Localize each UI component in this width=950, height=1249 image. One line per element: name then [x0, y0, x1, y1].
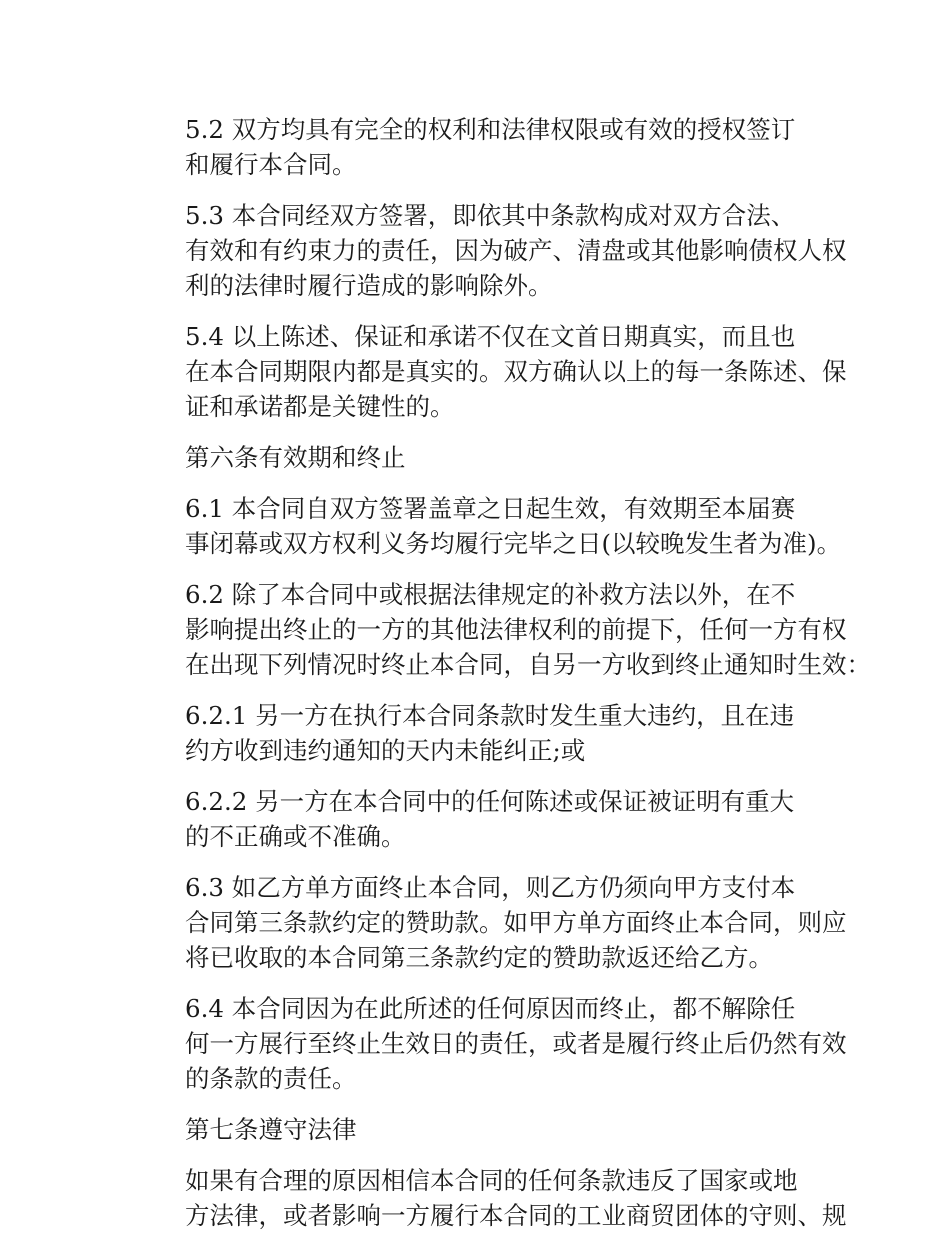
clause-6-2-2	[140, 784, 830, 854]
text-line: 有效和有约束力的责任，因为破产、清盘或其他影响债权人权	[185, 236, 847, 265]
clause-5-3	[140, 198, 847, 303]
text-line: 5.2 双方均具有完全的权利和法律权限或有效的授权签订	[185, 115, 796, 144]
text-line: 合同第三条款约定的赞助款。如甲方单方面终止本合同，则应	[185, 908, 847, 937]
text-line: 6.3 如乙方单方面终止本合同，则乙方仍须向甲方支付本	[185, 873, 796, 902]
section-heading: 第七条遵守法律	[185, 1115, 357, 1144]
text-line: 5.4 以上陈述、保证和承诺不仅在文首日期真实，而且也	[185, 322, 796, 351]
article-7-heading	[140, 1112, 830, 1147]
text-line: 如果有合理的原因相信本合同的任何条款违反了国家或地	[185, 1166, 798, 1195]
text-line: 事闭幕或双方权利义务均履行完毕之日(以较晚发生者为准)。	[185, 529, 842, 558]
text-line: 6.1 本合同自双方签署盖章之日起生效，有效期至本届赛	[185, 494, 796, 523]
clause-6-1	[140, 491, 842, 561]
text-line: 在本合同期限内都是真实的。双方确认以上的每一条陈述、保	[185, 357, 847, 386]
text-line: 影响提出终止的一方的其他法律权利的前提下，任何一方有权	[185, 615, 847, 644]
text-line: 何一方展行至终止生效日的责任，或者是履行终止后仍然有效	[185, 1029, 847, 1058]
text-line: 6.4 本合同因为在此所述的任何原因而终止，都不解除任	[185, 994, 796, 1023]
article-7-body	[140, 1163, 847, 1233]
section-heading: 第六条有效期和终止	[185, 443, 406, 472]
document-page	[140, 112, 871, 1249]
clause-6-2-1	[140, 698, 830, 768]
text-line: 利的法律时履行造成的影响除外。	[185, 271, 553, 300]
article-6-heading	[140, 440, 830, 475]
text-line: 6.2 除了本合同中或根据法律规定的补救方法以外，在不	[185, 580, 796, 609]
text-line: 6.2.1 另一方在执行本合同条款时发生重大违约，且在违	[185, 701, 795, 730]
clause-6-3	[140, 870, 847, 975]
clause-5-2	[140, 112, 830, 182]
text-line: 5.3 本合同经双方签署，即依其中条款构成对双方合法、	[185, 201, 796, 230]
clause-6-4	[140, 991, 847, 1096]
clause-6-2	[140, 577, 871, 682]
text-line: 方法律，或者影响一方履行本合同的工业商贸团体的守则、规	[185, 1201, 847, 1230]
text-line: 和履行本合同。	[185, 150, 357, 179]
text-line: 的条款的责任。	[185, 1064, 357, 1093]
text-line: 证和承诺都是关键性的。	[185, 392, 455, 421]
text-line: 6.2.2 另一方在本合同中的任何陈述或保证被证明有重大	[185, 787, 795, 816]
text-line: 将已收取的本合同第三条款约定的赞助款返还给乙方。	[185, 943, 773, 972]
clause-5-4	[140, 319, 847, 424]
text-line: 的不正确或不准确。	[185, 822, 406, 851]
text-line: 在出现下列情况时终止本合同，自另一方收到终止通知时生效：	[185, 650, 871, 679]
text-line: 约方收到违约通知的天内未能纠正;或	[185, 736, 586, 765]
